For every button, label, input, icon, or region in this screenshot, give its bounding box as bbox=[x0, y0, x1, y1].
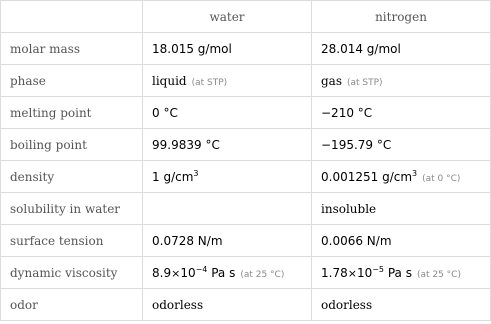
nitrogen-value-cell bbox=[312, 257, 491, 289]
unit-exponent: 3 bbox=[412, 168, 418, 178]
water-value bbox=[143, 193, 312, 225]
row-label: solubility in water bbox=[1, 193, 143, 225]
table-row-molar-mass bbox=[1, 33, 491, 65]
times-sign: × bbox=[347, 266, 357, 280]
exponent-base: 10 bbox=[180, 265, 196, 280]
nitrogen-value: 0.001251 g/cm bbox=[321, 169, 413, 184]
table-row-dynamic-viscosity bbox=[1, 257, 491, 289]
table-row-melting-point bbox=[1, 97, 491, 129]
column-header-nitrogen: nitrogen bbox=[312, 1, 491, 33]
water-value-cell bbox=[143, 161, 312, 193]
water-value: 0.0728 N/m bbox=[143, 225, 312, 257]
condition-note: (at 0 °C) bbox=[422, 173, 461, 184]
water-value: 1 g/cm bbox=[152, 169, 194, 184]
water-value: 99.9839 °C bbox=[143, 129, 312, 161]
row-label: melting point bbox=[1, 97, 143, 129]
condition-note: (at STP) bbox=[347, 77, 383, 88]
row-label: molar mass bbox=[1, 33, 143, 65]
exponent: −5 bbox=[372, 264, 385, 274]
row-label: odor bbox=[1, 289, 143, 321]
nitrogen-value-cell bbox=[312, 161, 491, 193]
mantissa: 1.78 bbox=[321, 265, 348, 280]
header-row bbox=[1, 1, 491, 33]
row-label: phase bbox=[1, 65, 143, 97]
corner-cell bbox=[1, 1, 143, 33]
water-value: odorless bbox=[143, 289, 312, 321]
row-label: boiling point bbox=[1, 129, 143, 161]
table-row-phase bbox=[1, 65, 491, 97]
unit: Pa s bbox=[207, 265, 236, 280]
nitrogen-value: −210 °C bbox=[312, 97, 491, 129]
nitrogen-value-cell bbox=[312, 65, 491, 97]
water-value: 18.015 g/mol bbox=[143, 33, 312, 65]
condition-note: (at 25 °C) bbox=[240, 269, 285, 280]
table-row-solubility bbox=[1, 193, 491, 225]
table-row-density bbox=[1, 161, 491, 193]
table-row-boiling-point bbox=[1, 129, 491, 161]
column-header-water: water bbox=[143, 1, 312, 33]
row-label: surface tension bbox=[1, 225, 143, 257]
row-label: dynamic viscosity bbox=[1, 257, 143, 289]
times-sign: × bbox=[171, 266, 181, 280]
water-value: 0 °C bbox=[143, 97, 312, 129]
nitrogen-value: insoluble bbox=[312, 193, 491, 225]
row-label: density bbox=[1, 161, 143, 193]
exponent-base: 10 bbox=[356, 265, 373, 280]
water-value: liquid bbox=[152, 73, 187, 88]
unit: Pa s bbox=[384, 265, 412, 280]
unit-exponent: 3 bbox=[193, 168, 199, 178]
mantissa: 8.9 bbox=[152, 265, 172, 280]
water-value-cell bbox=[143, 257, 312, 289]
condition-note: (at STP) bbox=[191, 77, 228, 88]
nitrogen-value: odorless bbox=[312, 289, 491, 321]
exponent: −4 bbox=[195, 264, 208, 274]
water-value-cell bbox=[143, 65, 312, 97]
condition-note: (at 25 °C) bbox=[416, 269, 461, 280]
nitrogen-value: 28.014 g/mol bbox=[312, 33, 491, 65]
table-row-surface-tension bbox=[1, 225, 491, 257]
table-row-odor bbox=[1, 289, 491, 321]
nitrogen-value: 0.0066 N/m bbox=[312, 225, 491, 257]
nitrogen-value: −195.79 °C bbox=[312, 129, 491, 161]
nitrogen-value: gas bbox=[321, 73, 342, 88]
